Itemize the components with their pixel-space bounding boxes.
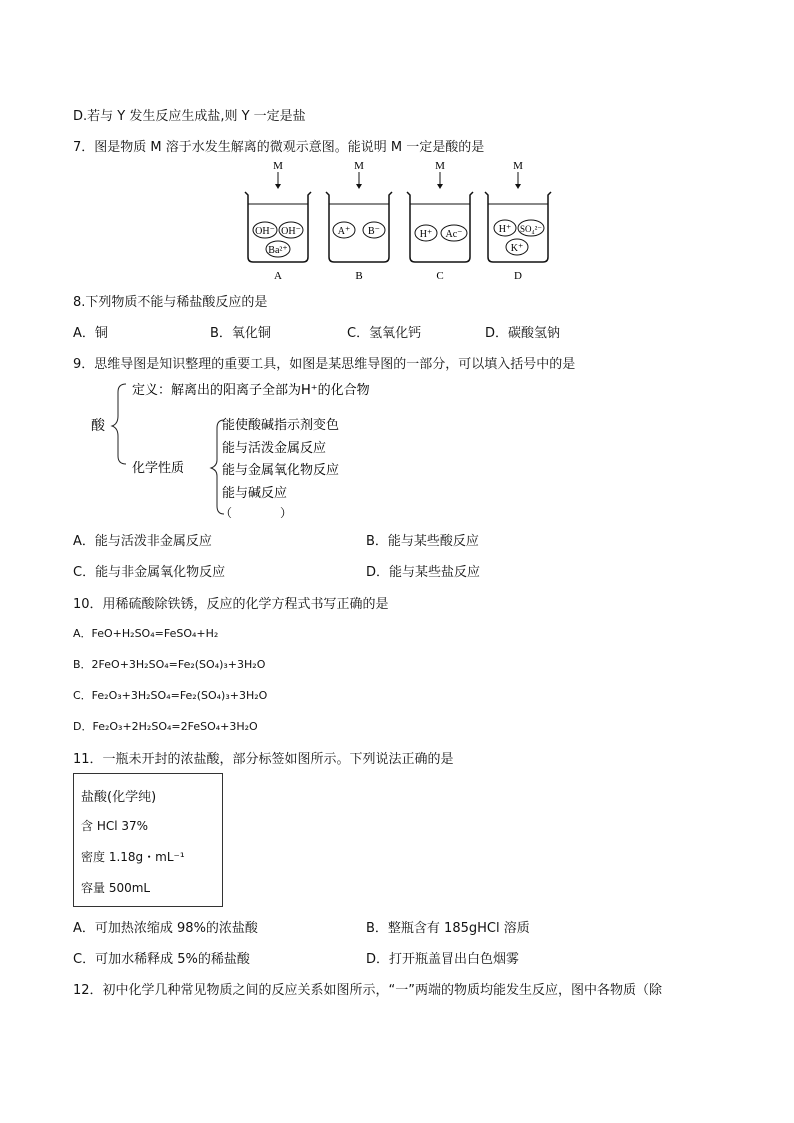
- q10-option-d: D．Fe₂O₃+2H₂SO₄=2FeSO₄+3H₂O: [73, 720, 258, 733]
- svg-text:（ ）: （ ）: [220, 506, 293, 518]
- svg-text:M: M: [435, 160, 445, 172]
- q8-option-b: B．氧化铜: [210, 326, 271, 341]
- q8-option-a: A．铜: [73, 326, 108, 341]
- svg-text:C: C: [436, 270, 444, 282]
- beaker-diagram: [240, 157, 560, 282]
- svg-text:M: M: [273, 160, 283, 172]
- svg-text:Ac⁻: Ac⁻: [445, 229, 463, 240]
- svg-text:M: M: [354, 160, 364, 172]
- svg-text:D: D: [514, 270, 522, 282]
- beaker-d: [485, 160, 551, 282]
- svg-text:Ba²⁺: Ba²⁺: [268, 245, 288, 256]
- svg-text:能与碱反应: 能与碱反应: [222, 486, 288, 501]
- q12-stem: 12．初中化学几种常见物质之间的反应关系如图所示，“一”两端的物质均能发生反应，图中各物质（除: [73, 983, 663, 998]
- q9-option-c: C．能与非金属氧化物反应: [73, 565, 226, 580]
- label-line-volume: 容量 500mL: [81, 881, 151, 895]
- q9-stem: 9．思维导图是知识整理的重要工具，如图是某思维导图的一部分，可以填入括号中的是: [73, 357, 576, 372]
- svg-text:H⁺: H⁺: [498, 224, 512, 235]
- q6-option-d: D.若与 Y 发生反应生成盐,则 Y 一定是盐: [73, 109, 306, 124]
- q8-option-c: C．氢氧化钙: [347, 326, 422, 341]
- q10-stem: 10．用稀硫酸除铁锈，反应的化学方程式书写正确的是: [73, 597, 389, 612]
- q10-option-c: C．Fe₂O₃+3H₂SO₄=Fe₂(SO₄)₃+3H₂O: [73, 689, 268, 702]
- beaker-c: [407, 160, 473, 282]
- svg-text:OH⁻: OH⁻: [281, 226, 301, 237]
- svg-text:B⁻: B⁻: [368, 226, 380, 237]
- q8-option-d: D．碳酸氢钠: [485, 326, 561, 341]
- svg-text:SO₄²⁻: SO₄²⁻: [519, 224, 543, 234]
- q9-option-b: B．能与某些酸反应: [366, 534, 479, 549]
- svg-text:A: A: [274, 270, 282, 282]
- label-line-density: 密度 1.18g・mL⁻¹: [81, 850, 185, 864]
- q8-stem: 8.下列物质不能与稀盐酸反应的是: [73, 295, 268, 310]
- svg-text:能使酸碱指示剂变色: 能使酸碱指示剂变色: [222, 418, 340, 433]
- q11-option-c: C．可加水稀释成 5%的稀盐酸: [73, 952, 250, 967]
- svg-text:定义：解离出的阳离子全部为H⁺的化合物: 定义：解离出的阳离子全部为H⁺的化合物: [132, 383, 370, 398]
- q9-option-a: A．能与活泼非金属反应: [73, 534, 212, 549]
- svg-text:M: M: [513, 160, 523, 172]
- svg-text:B: B: [355, 270, 363, 282]
- q11-stem: 11．一瓶未开封的浓盐酸，部分标签如图所示。下列说法正确的是: [73, 752, 454, 767]
- svg-text:化学性质: 化学性质: [132, 461, 185, 476]
- svg-text:能与活泼金属反应: 能与活泼金属反应: [222, 441, 327, 456]
- label-line-name: 盐酸(化学纯): [81, 790, 157, 805]
- label-line-content: 含 HCl 37%: [81, 819, 149, 833]
- q7-stem: 7．图是物质 M 溶于水发生解离的微观示意图。能说明 M 一定是酸的是: [73, 140, 485, 155]
- svg-text:酸: 酸: [91, 418, 105, 434]
- q11-option-a: A．可加热浓缩成 98%的浓盐酸: [73, 921, 258, 936]
- beaker-b: [326, 160, 392, 282]
- q9-option-d: D．能与某些盐反应: [366, 565, 481, 580]
- q11-option-d: D．打开瓶盖冒出白色烟雾: [366, 952, 520, 967]
- reagent-label: [73, 773, 223, 907]
- svg-text:H⁺: H⁺: [419, 229, 433, 240]
- beaker-a: [245, 160, 311, 282]
- svg-text:A⁺: A⁺: [337, 226, 351, 237]
- svg-text:OH⁻: OH⁻: [255, 226, 275, 237]
- q11-option-b: B．整瓶含有 185gHCl 溶质: [366, 921, 530, 936]
- svg-text:K⁺: K⁺: [510, 243, 524, 254]
- mind-map: [88, 378, 418, 518]
- q10-option-b: B．2FeO+3H₂SO₄=Fe₂(SO₄)₃+3H₂O: [73, 658, 266, 671]
- q10-option-a: A．FeO+H₂SO₄=FeSO₄+H₂: [73, 627, 219, 640]
- svg-text:能与金属氧化物反应: 能与金属氧化物反应: [222, 463, 340, 478]
